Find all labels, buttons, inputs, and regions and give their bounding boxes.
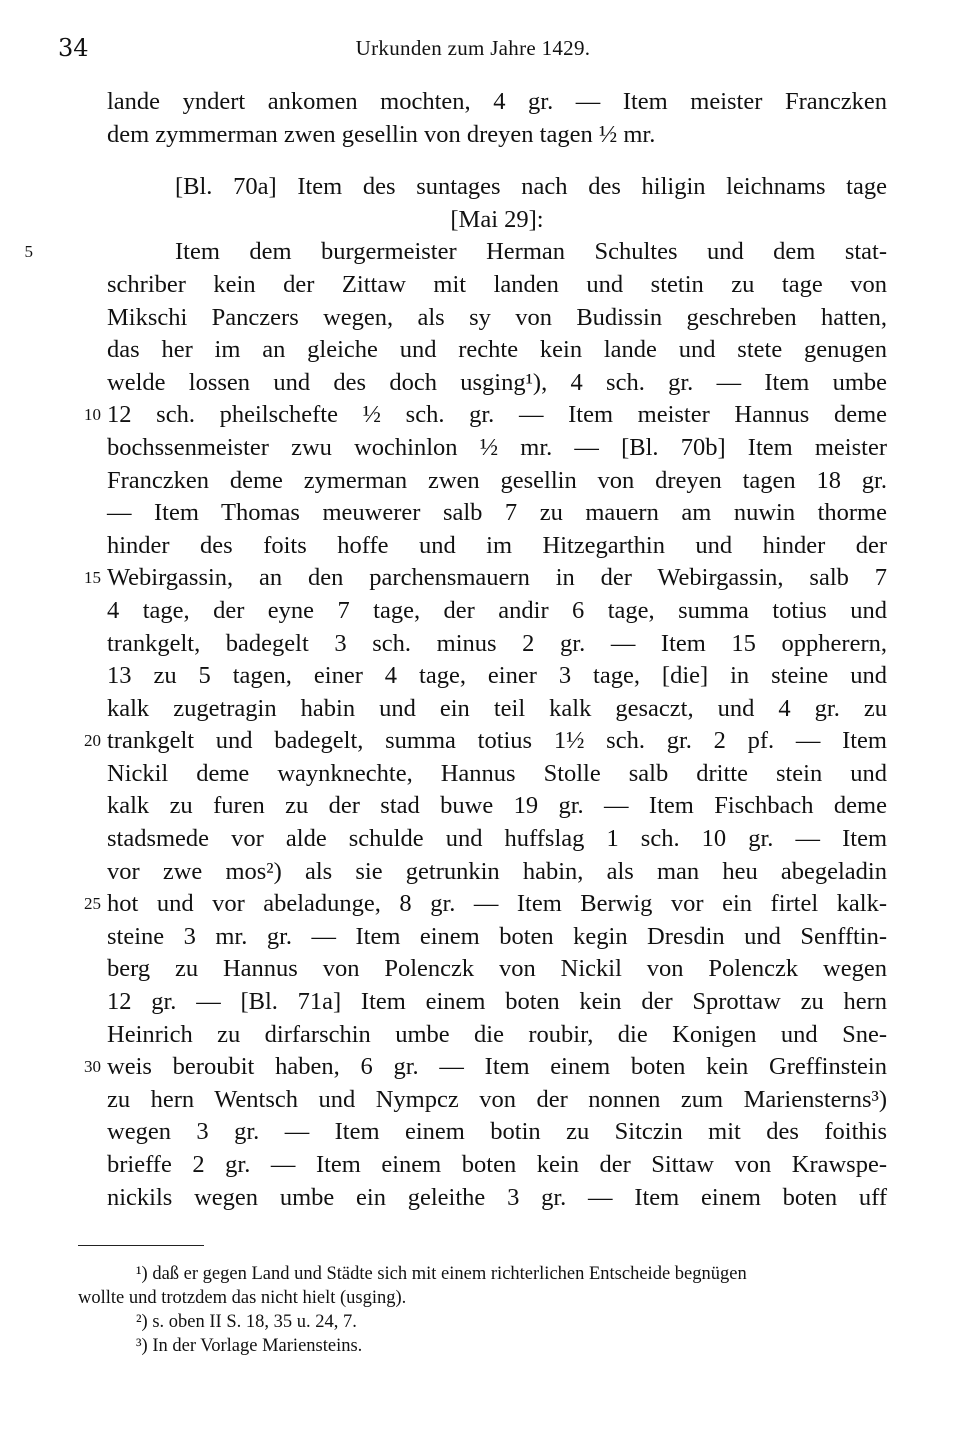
text-line bbox=[107, 119, 887, 152]
footnote: wollte und trotzdem das nicht hielt (usging). bbox=[78, 1288, 407, 1308]
text-line bbox=[84, 1051, 887, 1084]
footnote: ³) In der Vorlage Mariensteins. bbox=[136, 1336, 363, 1356]
line-number: 15 bbox=[84, 568, 101, 588]
text-line bbox=[107, 856, 887, 889]
text-line bbox=[107, 171, 887, 204]
line-text: dem zymmerman zwen gesellin von dreyen tagen ½ mr. bbox=[107, 120, 656, 148]
text-line bbox=[107, 628, 887, 661]
footnote-separator bbox=[78, 1245, 204, 1246]
line-text: Mikschi Panczers wegen, als sy von Budissin geschreben hatten, bbox=[107, 303, 887, 331]
text-line bbox=[107, 1149, 887, 1182]
line-text: lande yndert ankomen mochten, 4 gr. — Item meister Franczken bbox=[107, 88, 887, 115]
line-text: wegen 3 gr. — Item einem botin zu Sitczin mit des foithis bbox=[107, 1118, 887, 1146]
text-line bbox=[107, 269, 887, 302]
line-text: 12 sch. pheilschefte ½ sch. gr. — Item meister Hannus deme bbox=[107, 401, 887, 429]
text-line bbox=[107, 758, 887, 791]
line-text: steine 3 mr. gr. — Item einem boten kegin Dresdin und Senfftin- bbox=[107, 922, 887, 950]
text-line bbox=[107, 465, 887, 498]
text-line bbox=[107, 1116, 887, 1149]
line-text: berg zu Hannus von Polenczk von Nickil von Polenczk wegen bbox=[107, 955, 887, 983]
text-line bbox=[107, 1084, 887, 1117]
line-text: welde lossen und des doch usging¹), 4 sch. gr. — Item umbe bbox=[107, 368, 887, 396]
running-title: Urkunden zum Jahre 1429. bbox=[355, 36, 591, 60]
line-number: 5 bbox=[24, 242, 33, 262]
text-line bbox=[107, 823, 887, 856]
footnote: ¹) daß er gegen Land und Städte sich mit einem richterlichen Entscheide begnügen bbox=[136, 1264, 747, 1284]
line-text: hinder des foits hoffe und im Hitzegarthin und hinder der bbox=[107, 531, 887, 559]
line-text: das her im an gleiche und rechte kein lande und stete genugen bbox=[107, 336, 887, 364]
line-number: 25 bbox=[84, 894, 101, 914]
line-text: vor zwe mos²) als sie getrunkin habin, als man heu abegeladin bbox=[107, 857, 887, 885]
text-line bbox=[107, 921, 887, 954]
line-text: trankgelt, badegelt 3 sch. minus 2 gr. — Item 15 oppherern, bbox=[107, 629, 887, 657]
text-line bbox=[84, 399, 887, 432]
line-text: 4 tage, der eyne 7 tage, der andir 6 tage, summa totius und bbox=[107, 596, 887, 624]
text-line bbox=[107, 693, 887, 726]
text-line bbox=[107, 530, 887, 563]
text-line bbox=[84, 562, 887, 595]
text-line bbox=[107, 432, 887, 465]
line-text: nickils wegen umbe ein geleithe 3 gr. — Item einem boten uff bbox=[107, 1183, 887, 1211]
line-text: bochssenmeister zwu wochinlon ½ mr. — [Bl. 70b] Item meister bbox=[107, 433, 887, 461]
line-text: Heinrich zu dirfarschin umbe die roubir, die Konigen und Sne- bbox=[107, 1020, 887, 1048]
page-number: 34 bbox=[58, 34, 89, 62]
line-text: Item dem burgermeister Herman Schultes und dem stat- bbox=[175, 238, 887, 266]
text-line bbox=[107, 986, 887, 1019]
footnote: ²) s. oben II S. 18, 35 u. 24, 7. bbox=[136, 1312, 357, 1332]
line-number: 30 bbox=[84, 1057, 101, 1077]
line-text: 12 gr. — [Bl. 71a] Item einem boten kein der Sprottaw zu hern bbox=[107, 988, 887, 1016]
main-text bbox=[24, 86, 887, 1214]
line-text: kalk zugetragin habin und ein teil kalk gesaczt, und 4 gr. zu bbox=[107, 694, 887, 722]
line-text: schriber kein der Zittaw mit landen und stetin zu tage von bbox=[107, 270, 887, 298]
text-line bbox=[107, 86, 887, 119]
text-line bbox=[84, 888, 887, 921]
text-line bbox=[107, 302, 887, 335]
text-line bbox=[24, 236, 887, 269]
text-line bbox=[107, 1019, 887, 1052]
line-text: [Mai 29]: bbox=[450, 205, 544, 233]
text-line bbox=[107, 334, 887, 367]
page-header bbox=[58, 34, 888, 68]
line-text: brieffe 2 gr. — Item einem boten kein der Sittaw von Krawspe- bbox=[107, 1151, 887, 1178]
text-line bbox=[107, 1182, 887, 1215]
line-text: kalk zu furen zu der stad buwe 19 gr. — Item Fischbach deme bbox=[107, 792, 887, 820]
line-text: trankgelt und badegelt, summa totius 1½ sch. gr. 2 pf. — Item bbox=[107, 727, 887, 755]
text-line bbox=[107, 497, 887, 530]
line-text: stadsmede vor alde schulde und huffslag 1 sch. 10 gr. — Item bbox=[107, 825, 887, 853]
line-text: Nickil deme waynknechte, Hannus Stolle salb dritte stein und bbox=[107, 759, 887, 787]
footnotes bbox=[78, 1262, 888, 1358]
line-text: Webirgassin, an den parchensmauern in der Webirgassin, salb 7 bbox=[107, 564, 887, 592]
line-number: 10 bbox=[84, 405, 101, 425]
line-number: 20 bbox=[84, 731, 101, 751]
text-line bbox=[107, 595, 887, 628]
line-text: hot und vor abeladunge, 8 gr. — Item Berwig vor ein firtel kalk- bbox=[107, 890, 887, 918]
line-text: — Item Thomas meuwerer salb 7 zu mauern am nuwin thorme bbox=[107, 499, 887, 527]
line-text: [Bl. 70a] Item des suntages nach des hiligin leichnams tage bbox=[175, 173, 887, 201]
text-line bbox=[84, 725, 887, 758]
line-text: 13 zu 5 tagen, einer 4 tage, einer 3 tage, [die] in steine und bbox=[107, 662, 887, 690]
line-text: weis beroubit haben, 6 gr. — Item einem boten kein Greffinstein bbox=[107, 1053, 887, 1081]
text-line bbox=[107, 204, 887, 237]
text-line bbox=[107, 660, 887, 693]
line-text: zu hern Wentsch und Nympcz von der nonnen zum Mariensterns³) bbox=[107, 1085, 887, 1113]
text-line bbox=[107, 953, 887, 986]
text-line bbox=[107, 367, 887, 400]
text-line bbox=[107, 790, 887, 823]
line-text: Franczken deme zymerman zwen gesellin von dreyen tagen 18 gr. bbox=[107, 466, 887, 494]
